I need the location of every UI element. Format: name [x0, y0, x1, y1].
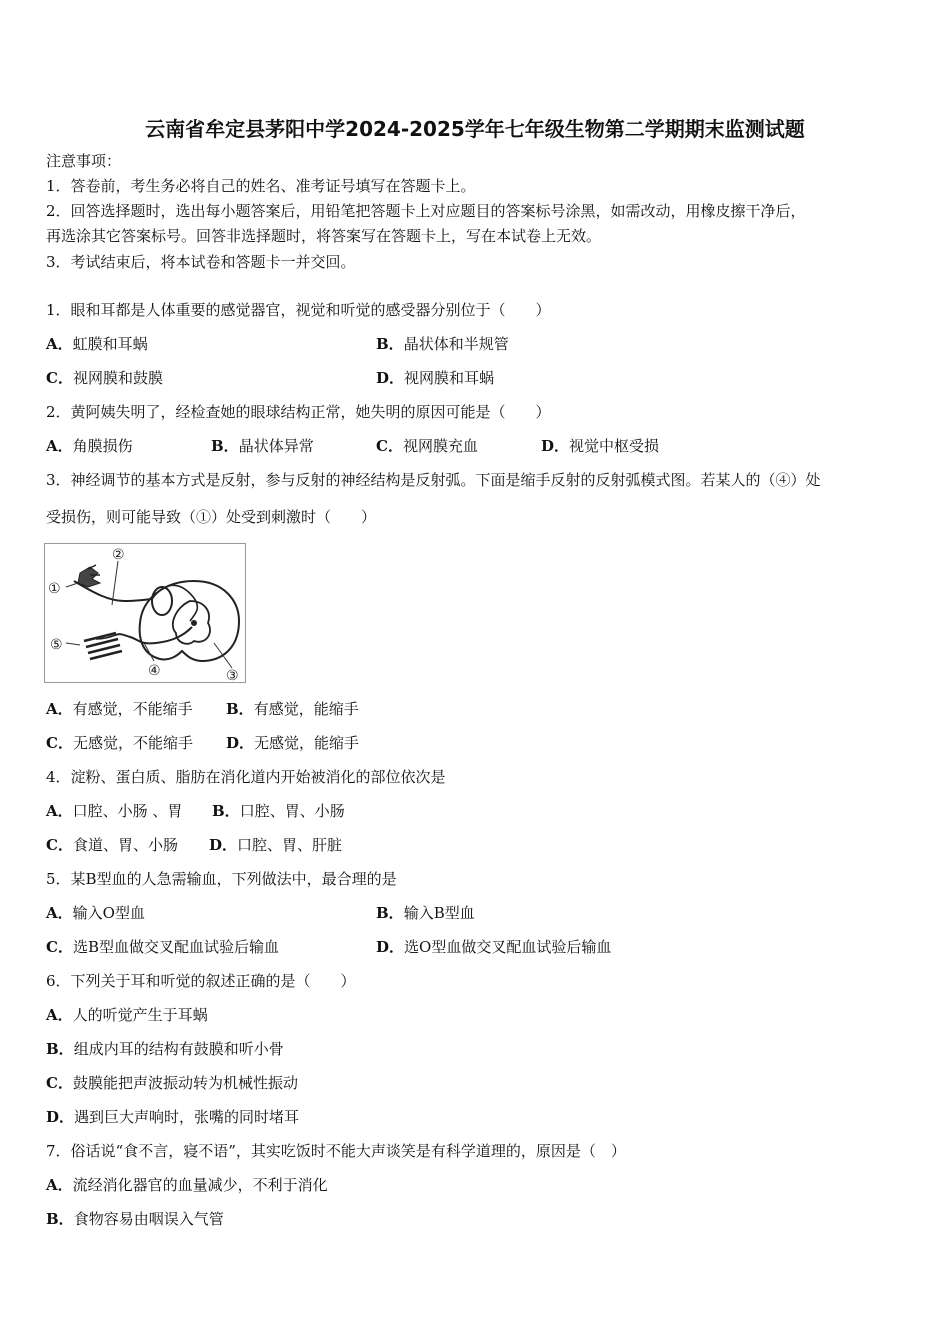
question-5-option-a[interactable]: A．输入O型血 [46, 904, 145, 922]
figure-label-4: ④ [148, 663, 161, 679]
question-5-option-b[interactable]: B．输入B型血 [376, 904, 475, 922]
question-5-option-c[interactable]: C．选B型血做交叉配血试验后输血 [46, 938, 279, 956]
question-7-option-b[interactable]: B．食物容易由咽误入气管 [46, 1210, 224, 1228]
question-1-option-c[interactable]: C．视网膜和鼓膜 [46, 369, 163, 387]
question-1-option-b[interactable]: B．晶状体和半规管 [376, 335, 509, 353]
question-2-stem: 2．黄阿姨失明了，经检查她的眼球结构正常，她失明的原因可能是（ ） [46, 403, 551, 421]
question-3-stem: 3．神经调节的基本方式是反射，参与反射的神经结构是反射弧。下面是缩手反射的反射弧模式图。若某人的（④）处 [46, 471, 821, 489]
question-6-stem: 6．下列关于耳和听觉的叙述正确的是（ ） [46, 972, 356, 990]
notice-item-3: 3．考试结束后，将本试卷和答题卡一并交回。 [46, 253, 356, 271]
question-7-option-a[interactable]: A．流经消化器官的血量减少，不利于消化 [46, 1176, 328, 1194]
question-1-stem: 1．眼和耳都是人体重要的感觉器官，视觉和听觉的感受器分别位于（ ） [46, 301, 551, 319]
question-2-option-a[interactable]: A．角膜损伤 [46, 437, 133, 455]
question-3-option-d[interactable]: D．无感觉，能缩手 [226, 734, 360, 752]
question-4-option-a[interactable]: A．口腔、小肠 、胃 [46, 802, 183, 820]
notice-heading: 注意事项： [46, 152, 122, 170]
notice-item-2: 2．回答选择题时，选出每小题答案后，用铅笔把答题卡上对应题目的答案标号涂黑，如需改动，用橡皮擦干净后， [46, 202, 806, 220]
figure-label-2: ② [112, 547, 125, 563]
figure-label-5: ⑤ [50, 637, 63, 653]
question-4-stem: 4．淀粉、蛋白质、脂肪在消化道内开始被消化的部位依次是 [46, 768, 446, 786]
question-5-option-d[interactable]: D．选O型血做交叉配血试验后输血 [376, 938, 612, 956]
question-4-option-c[interactable]: C．食道、胃、小肠 [46, 836, 178, 854]
notice-item-1: 1．答卷前，考生务必将自己的姓名、准考证号填写在答题卡上。 [46, 177, 476, 195]
question-2-option-c[interactable]: C．视网膜充血 [376, 437, 478, 455]
reflex-arc-figure [44, 543, 246, 683]
question-4-option-d[interactable]: D．口腔、胃、肝脏 [209, 836, 343, 854]
question-6-option-d[interactable]: D．遇到巨大声响时，张嘴的同时堵耳 [46, 1108, 300, 1126]
question-6-option-a[interactable]: A．人的听觉产生于耳蜗 [46, 1006, 208, 1024]
question-3-stem-cont: 受损伤，则可能导致（①）处受到刺激时（ ） [46, 508, 377, 526]
notice-item-2-cont: 再选涂其它答案标号。回答非选择题时，将答案写在答题卡上，写在本试卷上无效。 [46, 227, 602, 245]
question-1-option-d[interactable]: D．视网膜和耳蜗 [376, 369, 495, 387]
figure-label-3: ③ [226, 668, 239, 683]
page-title: 云南省牟定县茅阳中学2024-2025学年七年级生物第二学期期末监测试题 [145, 117, 805, 141]
question-5-stem: 5．某B型血的人急需输血，下列做法中，最合理的是 [46, 870, 397, 888]
question-6-option-b[interactable]: B．组成内耳的结构有鼓膜和听小骨 [46, 1040, 284, 1058]
question-2-option-d[interactable]: D．视觉中枢受损 [541, 437, 660, 455]
question-1-option-a[interactable]: A．虹膜和耳蜗 [46, 335, 148, 353]
figure-label-1: ① [48, 581, 61, 597]
question-7-stem: 7．俗话说“食不言，寝不语”，其实吃饭时不能大声谈笑是有科学道理的，原因是（ ） [46, 1142, 626, 1160]
question-6-option-c[interactable]: C．鼓膜能把声波振动转为机械性振动 [46, 1074, 298, 1092]
question-3-option-a[interactable]: A．有感觉，不能缩手 [46, 700, 193, 718]
question-3-option-b[interactable]: B．有感觉，能缩手 [226, 700, 359, 718]
question-2-option-b[interactable]: B．晶状体异常 [211, 437, 314, 455]
question-4-option-b[interactable]: B．口腔、胃、小肠 [212, 802, 345, 820]
question-3-option-c[interactable]: C．无感觉，不能缩手 [46, 734, 193, 752]
